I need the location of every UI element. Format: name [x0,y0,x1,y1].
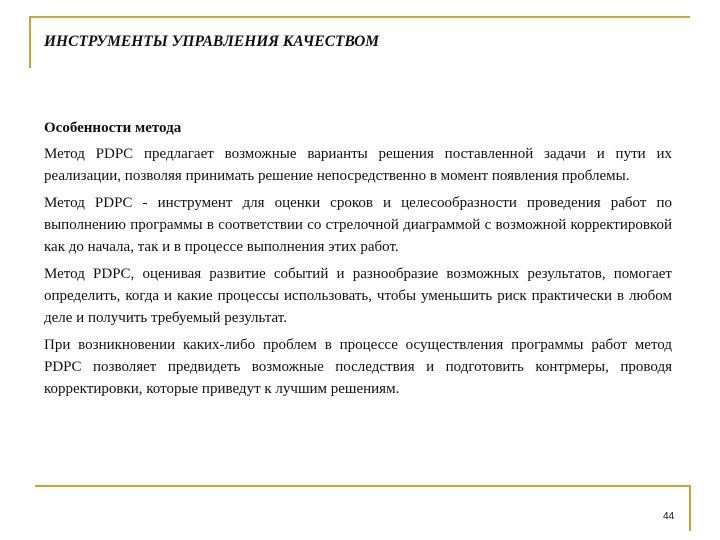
footer-right-rule [689,485,691,531]
paragraph-3: Метод PDPC, оценивая развитие событий и разнообразие возможных результатов, помогает определить, когда и какие процессы использовать, чтобы уменьшить риск практически в любом деле и получить требуемый результат. [44,266,672,326]
section-heading: Особенности метода [44,120,182,136]
header-left-rule [29,16,31,68]
page-number: 44 [663,511,675,522]
footer-rule [35,485,690,487]
header-top-rule [30,16,690,18]
slide-title: ИНСТРУМЕНТЫ УПРАВЛЕНИЯ КАЧЕСТВОМ [44,33,380,50]
paragraph-1: Метод PDPC предлагает возможные варианты решения поставленной задачи и пути их реализации, позволяя принимать решение непосредственно в момент появления проблемы. [44,146,672,184]
slide-content [44,119,672,405]
paragraph-2: Метод PDPC - инструмент для оценки сроков и целесообразности проведения работ по выполнению программы в соответствии со стрелочной диаграммой с возможной корректировкой как до начала, так и в процессе выполнения этих работ. [44,195,672,255]
paragraph-4: При возникновении каких-либо проблем в процессе осуществления программы работ метод PDPC позволяет предвидеть возможные последствия и подготовить контрмеры, проводя корректировки, которые приведут к лучшим решениям. [44,337,672,397]
